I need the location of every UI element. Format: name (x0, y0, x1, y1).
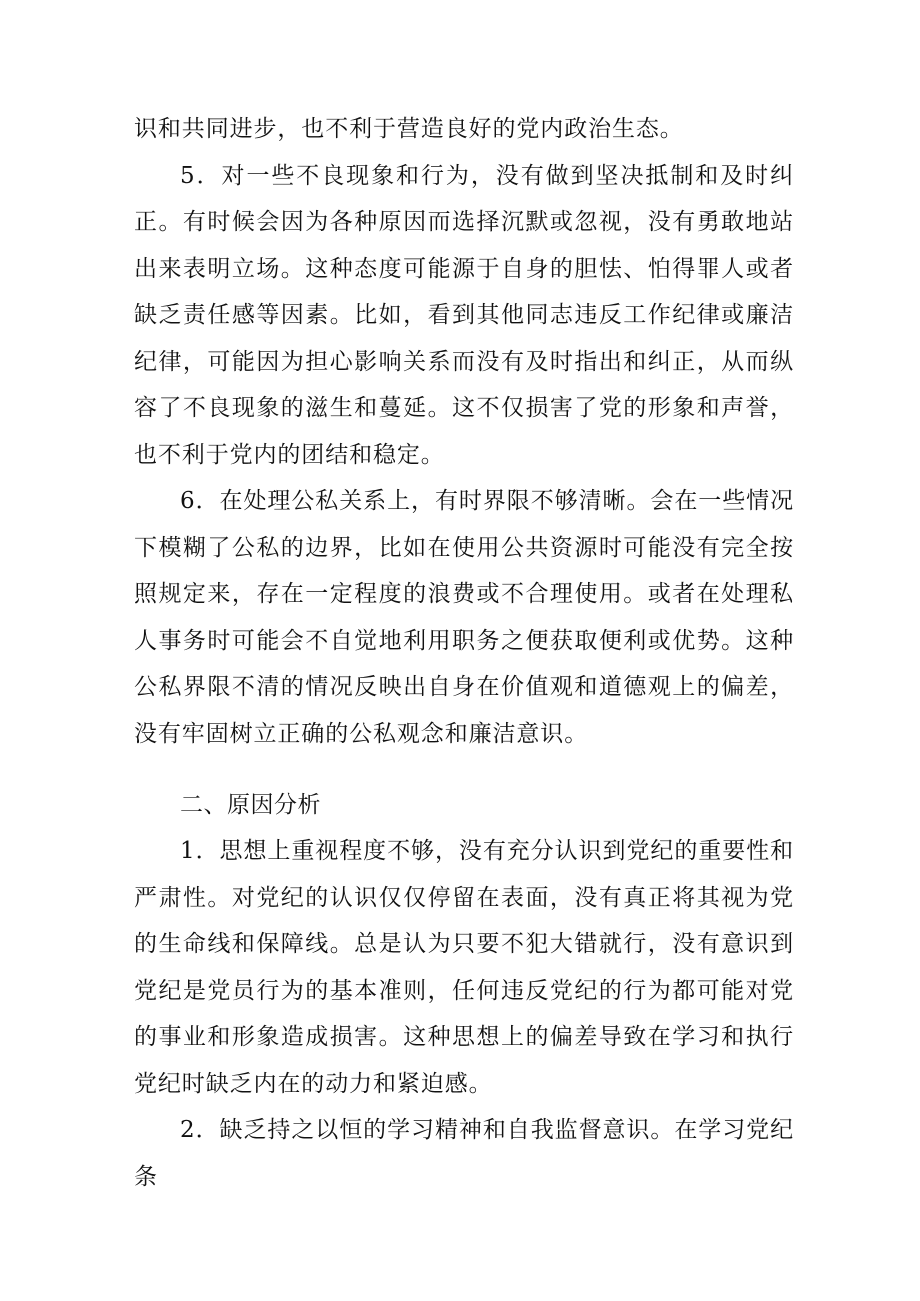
paragraph-item-6: 6．在处理公私关系上，有时界限不够清晰。会在一些情况下模糊了公私的边界，比如在使用公共资源时可能没有完全按照规定来，存在一定程度的浪费或不合理使用。或者在处理私人事务时可能会不自觉地利用职务之便获取便利或优势。这种公私界限不清的情况反映出自身在价值观和道德观上的偏差，没有牢固树立正确的公私观念和廉洁意识。 (134, 488, 794, 747)
body-text-top (134, 106, 794, 757)
paragraph-item-5: 5．对一些不良现象和行为，没有做到坚决抵制和及时纠正。有时候会因为各种原因而选择沉默或忽视，没有勇敢地站出来表明立场。这种态度可能源于自身的胆怯、怕得罪人或者缺乏责任感等因素。比如，看到其他同志违反工作纪律或廉洁纪律，可能因为担心影响关系而没有及时指出和纠正，从而纵容了不良现象的滋生和蔓延。这不仅损害了党的形象和声誉，也不利于党内的团结和稳定。 (134, 162, 794, 468)
body-text-bottom (134, 828, 794, 1200)
paragraph-continuation: 识和共同进步，也不利于营造良好的党内政治生态。 (134, 116, 684, 142)
paragraph-reason-1: 1．思想上重视程度不够，没有充分认识到党纪的重要性和严肃性。对党纪的认识仅仅停留在表面，没有真正将其视为党的生命线和保障线。总是认为只要不犯大错就行，没有意识到党纪是党员行为的基本准则，任何违反党纪的行为都可能对党的事业和形象造成损害。这种思想上的偏差导致在学习和执行党纪时缺乏内在的动力和紧迫感。 (134, 838, 794, 1097)
section-heading: 二、原因分析 (180, 792, 321, 818)
paragraph-reason-2: 2．缺乏持之以恒的学习精神和自我监督意识。在学习党纪条 (134, 1117, 794, 1190)
